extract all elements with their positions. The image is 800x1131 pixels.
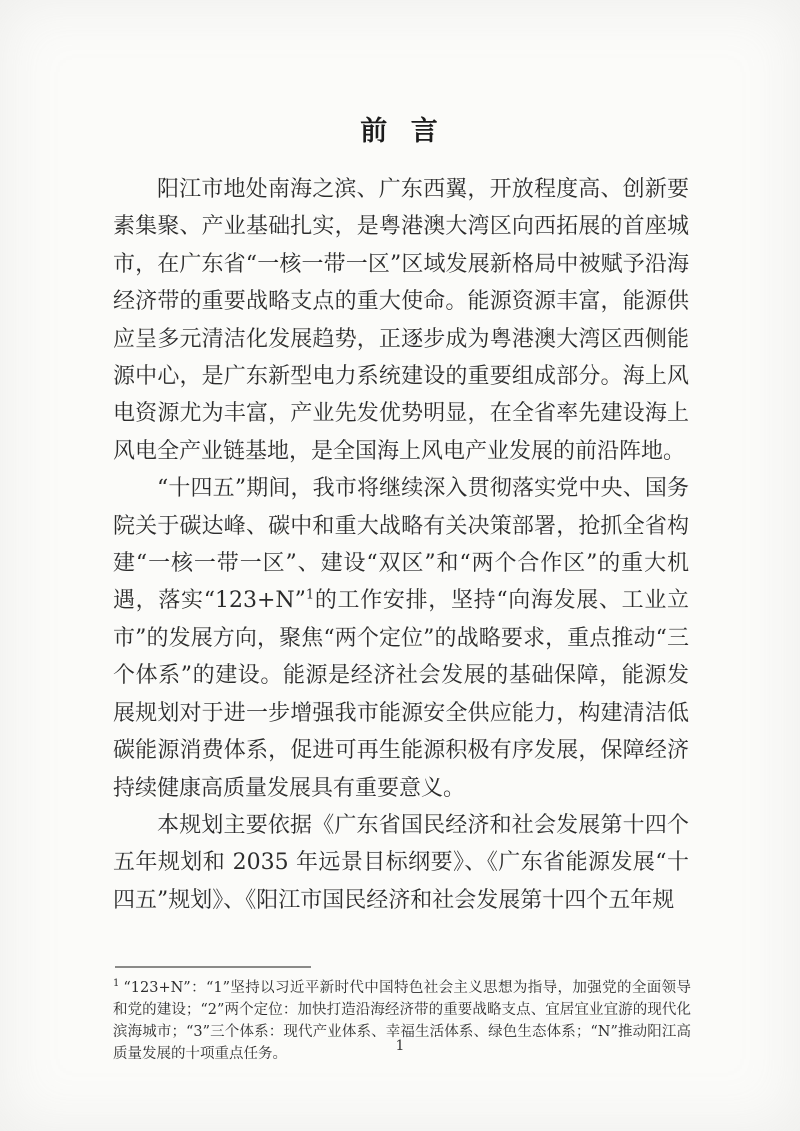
paragraph-2-text-before-ref: “十四五”期间，我市将继续深入贯彻落实党中央、国务院关于碳达峰、碳中和重大战略有关决策部署，抢抓全省构建“一核一带一区”、建设“双区”和“两个合作区”的重大机遇，落实“123+N”	[113, 476, 689, 614]
body-paragraph-1: 阳江市地处南海之滨、广东西翼，开放程度高、创新要素集聚、产业基础扎实，是粤港澳大湾区向西拓展的首座城市，在广东省“一核一带一区”区域发展新格局中被赋予沿海经济带的重要战略支点的重大使命。能源资源丰富，能源供应呈多元清洁化发展趋势，正逐步成为粤港澳大湾区西侧能源中心，是广东新型电力系统建设的重要组成部分。海上风电资源尤为丰富，产业先发优势明显，在全省率先建设海上风电全产业链基地，是全国海上风电产业发展的前沿阵地。	[113, 177, 689, 464]
footnote-separator-rule	[115, 966, 311, 968]
footnote-reference: 1	[305, 588, 315, 604]
page-number: 1	[395, 1038, 405, 1054]
footnote-body: “123+N”：“1”坚持以习近平新时代中国特色社会主义思想为指导，加强党的全面领导和党的建设；“2”两个定位：加快打造沿海经济带的重要战略支点、宜居宜业宜游的现代化滨海城市；“3”三个体系：现代产业体系、幸福生活体系、绿色生态体系；“N”推动阳江高质量发展的十项重点任务。	[113, 979, 691, 1062]
body-paragraph-3: 本规划主要依据《广东省国民经济和社会发展第十四个五年规划和 2035 年远景目标纲要》、《广东省能源发展“十四五”规划》、《阳江市国民经济和社会发展第十四个五年规	[113, 812, 689, 913]
paragraph-2-text-after-ref: 的工作安排，坚持“向海发展、工业立市”的发展方向，聚焦“两个定位”的战略要求，重点推动“三个体系”的建设。能源是经济社会发展的基础保障，能源发展规划对于进一步增强我市能源安全供应能力，构建清洁低碳能源消费体系，促进可再生能源积极有序发展，保障经济持续健康高质量发展具有重要意义。	[113, 588, 690, 801]
body-paragraph-2	[113, 470, 689, 807]
document-body	[113, 171, 689, 919]
page-title: 前 言	[360, 116, 440, 147]
footnote-marker: 1	[113, 977, 120, 989]
